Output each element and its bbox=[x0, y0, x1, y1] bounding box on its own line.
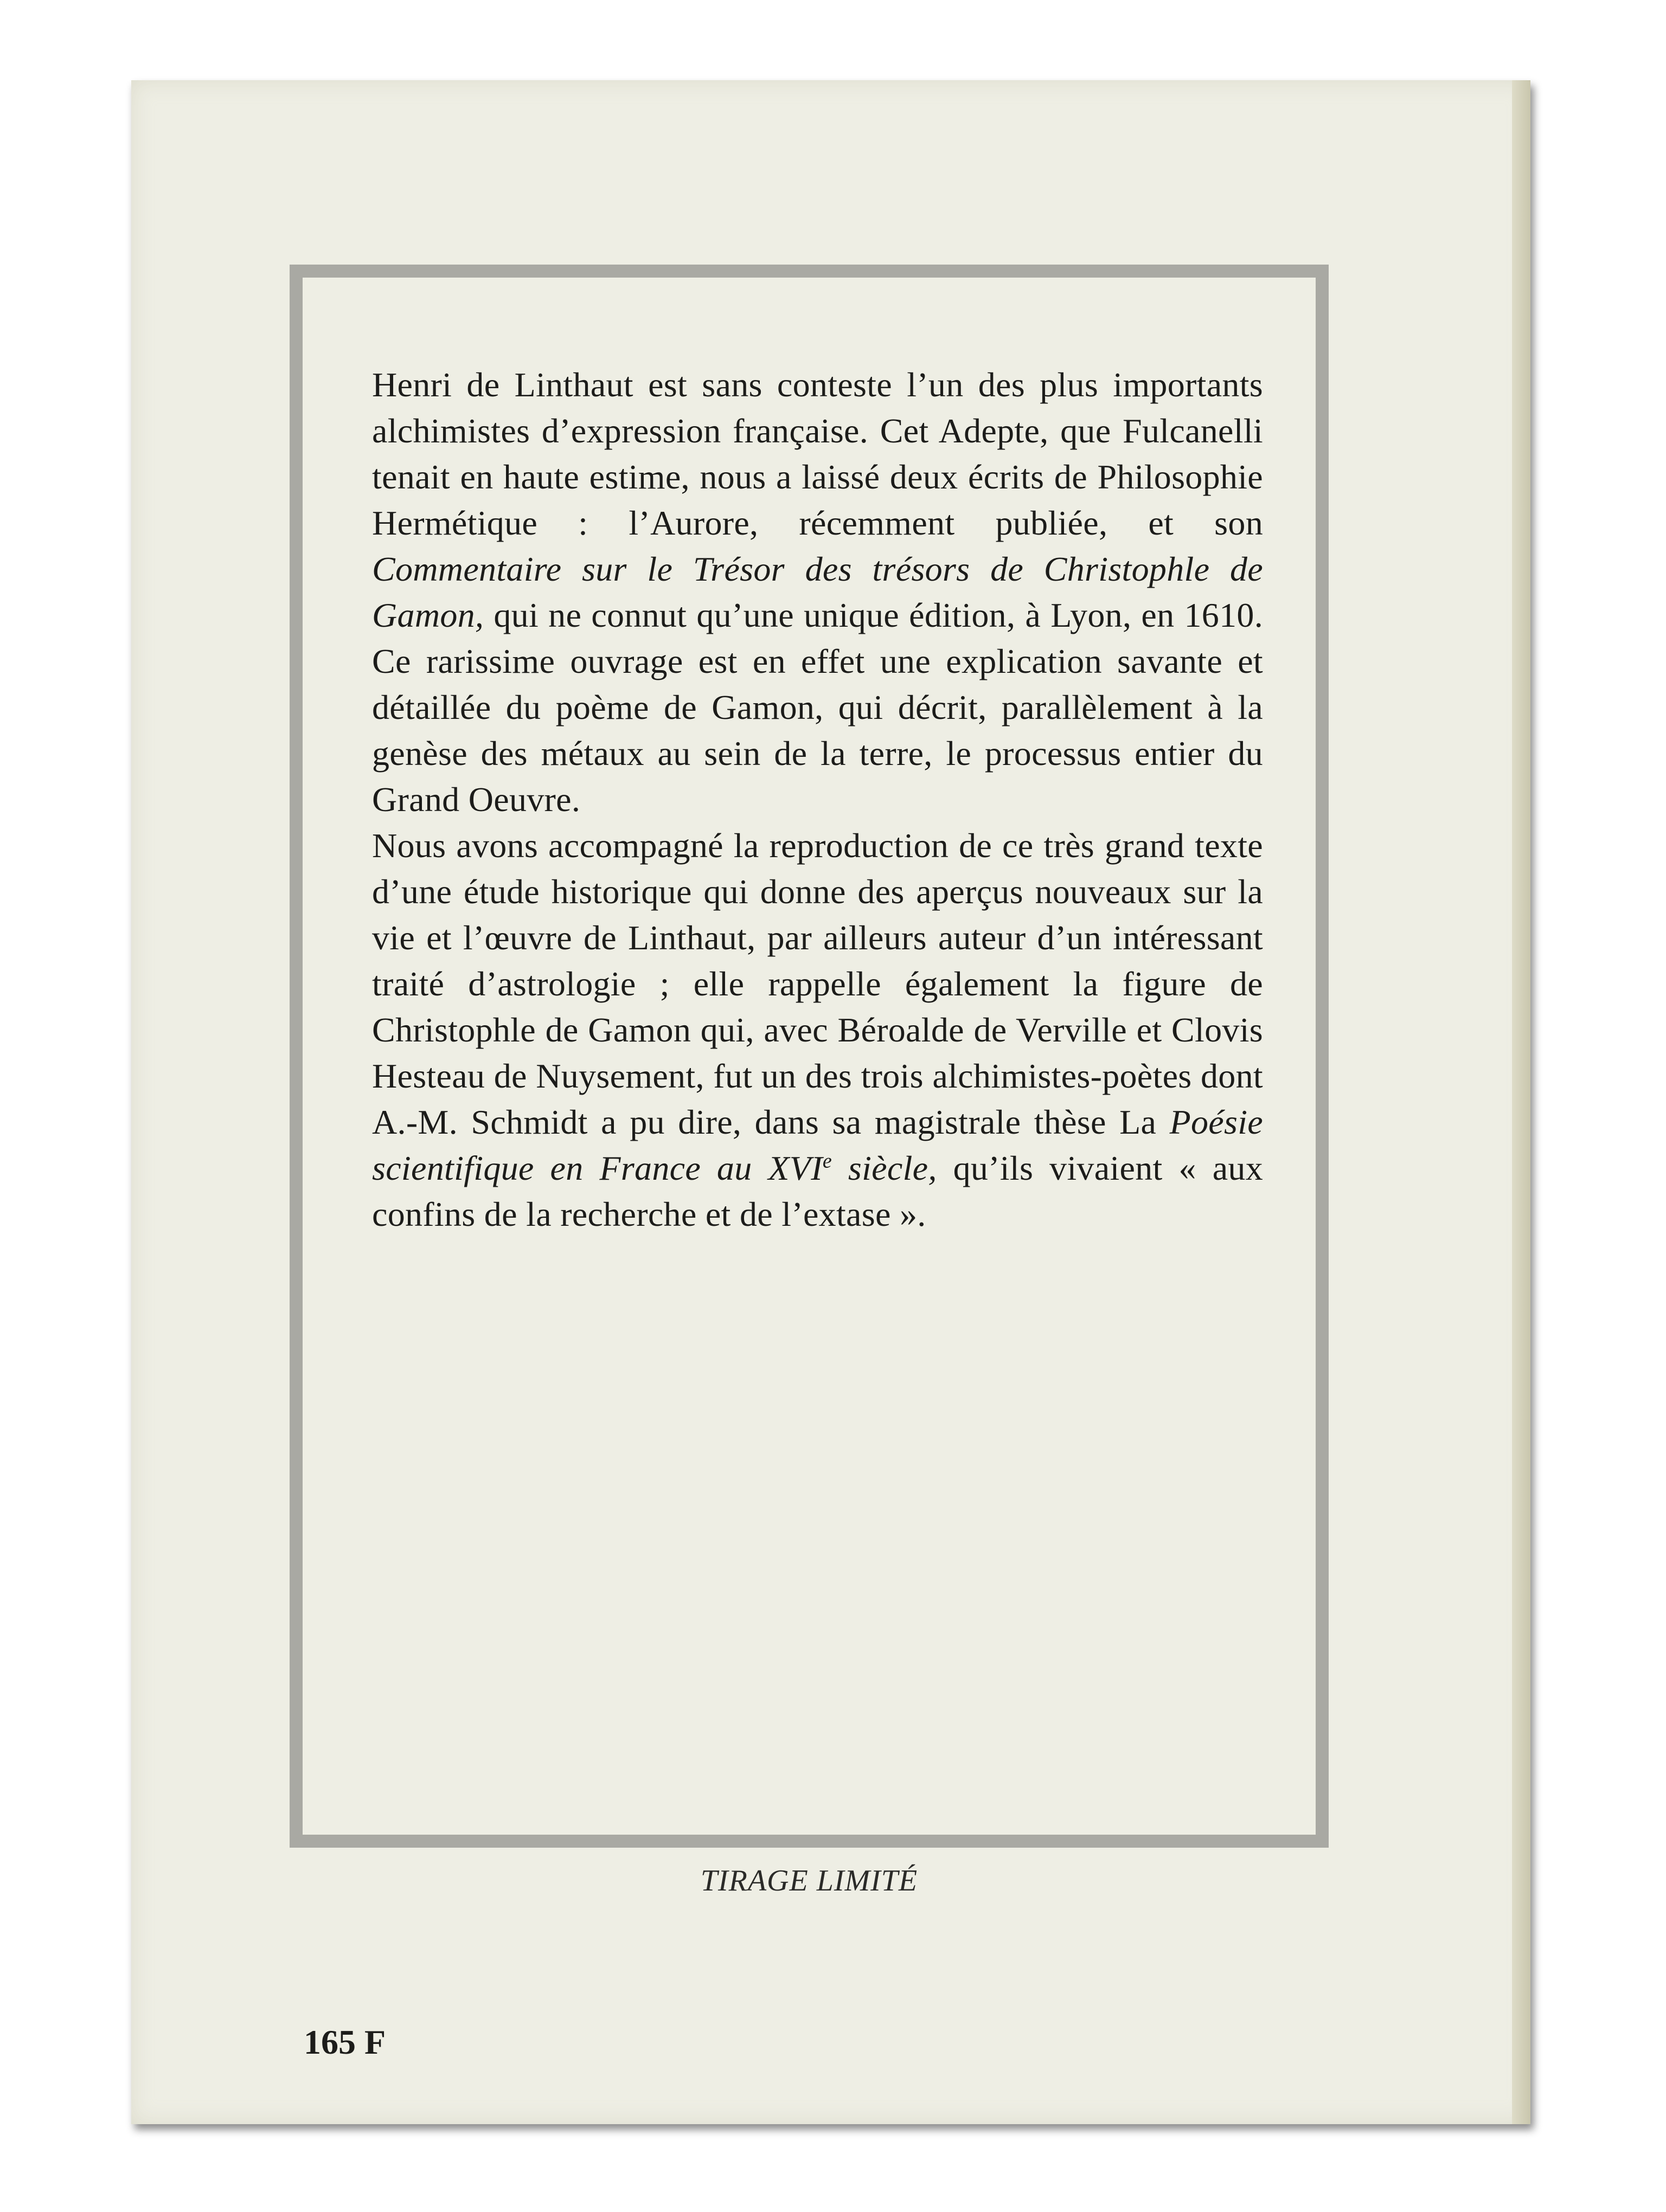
book-back-cover bbox=[131, 80, 1530, 2124]
blurb-paragraph-1: Henri de Linthaut est sans conteste l’un des plus importants alchimistes d’expression française. Cet Adepte, que Fulcanelli tenait en haute estime, nous a laissé deux écrits de Philosophie Hermétique : l’Aurore, récemment publiée, et son Commentaire sur le Trésor des trésors de Christophle de Gamon, qui ne connut qu’une unique édition, à Lyon, en 1610. Ce rarissime ouvrage est en effet une explication savante et détaillée du poème de Gamon, qui décrit, parallèlement à la genèse des métaux au sein de la terre, le processus entier du Grand Oeuvre. bbox=[372, 365, 1263, 819]
limited-edition-label: TIRAGE LIMITÉ bbox=[700, 1864, 918, 1898]
blurb-paragraph-2: Nous avons accompagné la reproduction de ce très grand texte d’une étude historique qui donne des aperçus nouveaux sur la vie et l’œuvre de Linthaut, par ailleurs auteur d’un intéressant traité d’astrologie ; elle rappelle également la figure de Christophle de Gamon qui, avec Béroalde de Verville et Clovis Hesteau de Nuysement, fut un des trois alchimistes-poètes dont A.-M. Schmidt a pu dire, dans sa magistrale thèse La Poésie scientifique en France au XVIe siècle, qu’ils vivaient « aux confins de la recherche et de l’extase ». bbox=[372, 826, 1263, 1233]
price-label: 165 F bbox=[304, 2023, 386, 2061]
text-frame bbox=[290, 265, 1329, 1898]
book-edge bbox=[1512, 80, 1530, 2124]
blurb-text bbox=[372, 362, 1263, 1237]
